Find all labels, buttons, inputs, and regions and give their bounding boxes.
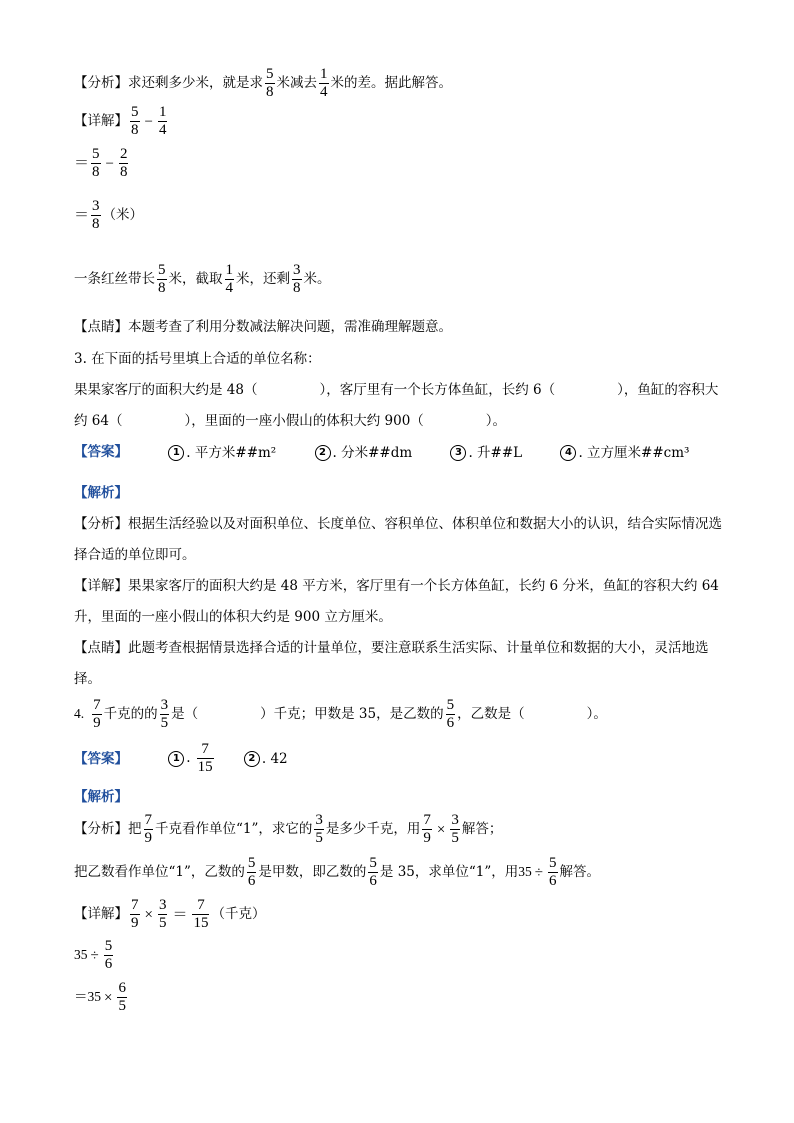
question-3-answers [74,443,723,462]
fraction: $\frac{5}{6}$ [549,855,557,889]
detail-step-3 [74,198,143,233]
answer-item: 4 . 立方厘米##cm³ [560,444,689,462]
question-3-comment: 【点睛】此题考查根据情景选择合适的计量单位，要注意联系生活实际、计量单位和数据的大小，灵活地选择。 [74,640,709,687]
question-3-detail: 【详解】果果家客厅的面积大约是 48 平方米，客厅里有一个长方体鱼缸，长约 6 分米，鱼缸的容积大约 64 升，里面的一座小假山的体积大约是 900 立方厘米。 [74,578,719,625]
question-3-line-1: 果果家客厅的面积大约是 48（ ），客厅里有一个长方体鱼缸，长约 6（ ），鱼缸的容积大 [74,382,719,398]
fraction: $\frac{1}{4}$ [320,66,328,100]
fraction: $\frac{7}{15}$ [197,741,213,775]
fraction: $\frac{5}{8}$ [92,146,100,180]
question-3-explain-tag: 【解析】 [74,485,128,501]
unit: （米） [102,207,144,223]
fraction: $\frac{3}{5}$ [315,812,323,846]
equals-sign: ＝ [172,906,188,923]
text: 求还剩多少米，就是求 [128,75,263,91]
answer-item: 1 . 平方米##m² [168,444,276,462]
fraction: $\frac{7}{15}$ [193,897,209,931]
circled-number-icon: 1 [168,751,184,767]
fraction: $\frac{3}{8}$ [92,198,100,232]
detail-tag: 【详解】 [74,906,128,922]
analysis-tag: 【分析】 [74,516,128,532]
question-3-title: 3. 在下面的括号里填上合适的单位名称： [74,351,321,367]
question-4-detail-step-3: ＝35 × $\frac{6}{5}$ [74,980,126,1014]
fraction: $\frac{5}{6}$ [369,855,377,889]
question-4-explain-tag: 【解析】 [74,789,128,805]
question-4-detail-step-2: 35 ÷ $\frac{5}{6}$ [74,938,113,972]
fraction: $\frac{7}{9}$ [131,897,139,931]
fraction: $\frac{5}{8}$ [158,262,166,296]
fraction: $\frac{6}{5}$ [118,980,126,1014]
answer-tag: 【答案】 [74,750,128,767]
comment-text: 本题考查了利用分数减法解决问题，需准确理解题意。 [128,319,452,335]
text: 米的差。据此解答。 [330,75,452,91]
minus-sign: − [144,113,153,130]
answer-item: 1 . $\frac{7}{15}$ [168,741,215,776]
fraction: $\frac{5}{6}$ [247,855,256,889]
question-4-analysis-line-1: 【分析】把 $\frac{7}{9}$ 千克看作单位“1”，求它的 $\frac{3}{5}$ 是多少千克，用 $\frac{7}{9}$ × $\frac{3}{5}$ 解答； [74,812,503,846]
fraction: $\frac{5}{8}$ [131,104,139,138]
comment-tag: 【点睛】 [74,640,128,656]
circled-number-icon: 2 [315,445,331,461]
fraction: $\frac{1}{4}$ [225,262,233,296]
question-3-analysis: 【分析】根据生活经验以及对面积单位、长度单位、容积单位、体积单位和数据大小的认识，结合实际情况选择合适的单位即可。 [74,516,722,563]
detail-step-1 [74,104,169,139]
answer-tag: 【答案】 [74,444,128,460]
circled-number-icon: 2 [244,751,260,767]
divide-sign: ÷ [90,947,99,964]
conclusion-line [74,262,331,297]
fraction: $\frac{5}{8}$ [266,66,274,100]
circled-number-icon: 4 [560,445,576,461]
question-4-analysis-line-2: 把乙数看作单位“1”，乙数的 $\frac{5}{6}$ 是甲数，即乙数的 $\frac{5}{6}$ 是 35，求单位“1”，用35 ÷ $\frac{5}{6}$ 解答。 [74,855,601,889]
circled-number-icon: 1 [168,445,184,461]
fraction: $\frac{3}{5}$ [160,697,169,731]
fraction: $\frac{7}{9}$ [423,812,431,846]
fraction: $\frac{5}{6}$ [104,938,113,972]
analysis-tag: 【分析】 [74,75,128,91]
fraction: $\frac{3}{5}$ [158,897,167,931]
detail-tag: 【详解】 [74,113,128,129]
fraction: $\frac{7}{9}$ [93,697,101,731]
text: 米减去 [276,75,317,91]
fraction: $\frac{2}{8}$ [119,146,128,180]
text: 米，还剩 [236,271,290,287]
answer-item: 2 . 42 [244,750,288,768]
times-sign: × [104,989,113,1006]
question-3-line-2: 约 64（ ），里面的一座小假山的体积大约 900（ ）。 [74,413,507,429]
detail-tag: 【详解】 [74,578,128,594]
fraction: $\frac{3}{8}$ [293,262,301,296]
analysis-line-1 [74,66,452,101]
question-4-answers [74,741,322,776]
text: 米。 [303,271,331,287]
times-sign: × [144,906,153,923]
answer-item: 2 . 分米##dm [315,444,413,462]
circled-number-icon: 3 [450,445,466,461]
comment-tag: 【点睛】 [74,319,128,335]
equals-sign: ＝ [74,207,90,224]
fraction: $\frac{5}{6}$ [446,697,455,731]
comment-line [74,318,452,336]
fraction: $\frac{1}{4}$ [158,104,167,138]
fraction: $\frac{7}{9}$ [144,812,152,846]
text: 一条红丝带长 [74,271,155,287]
analysis-tag: 【分析】 [74,821,128,837]
answer-item: 3 . 升##L [450,444,522,462]
fraction: $\frac{3}{5}$ [451,812,459,846]
unit: （千克） [211,906,266,922]
question-4-detail-step-1 [74,897,265,932]
divide-sign: ÷ [534,864,544,881]
minus-sign: − [105,155,114,172]
times-sign: × [436,821,446,838]
detail-step-2 [74,146,130,181]
equals-sign: ＝ [74,155,90,172]
text: 米，截取 [168,271,223,287]
question-4-title: 4. $\frac{7}{9}$ 千克的的 $\frac{3}{5}$ 是（ ）千克；甲数是 35，是乙数的 $\frac{5}{6}$ ，乙数是（ ）。 [74,697,607,731]
